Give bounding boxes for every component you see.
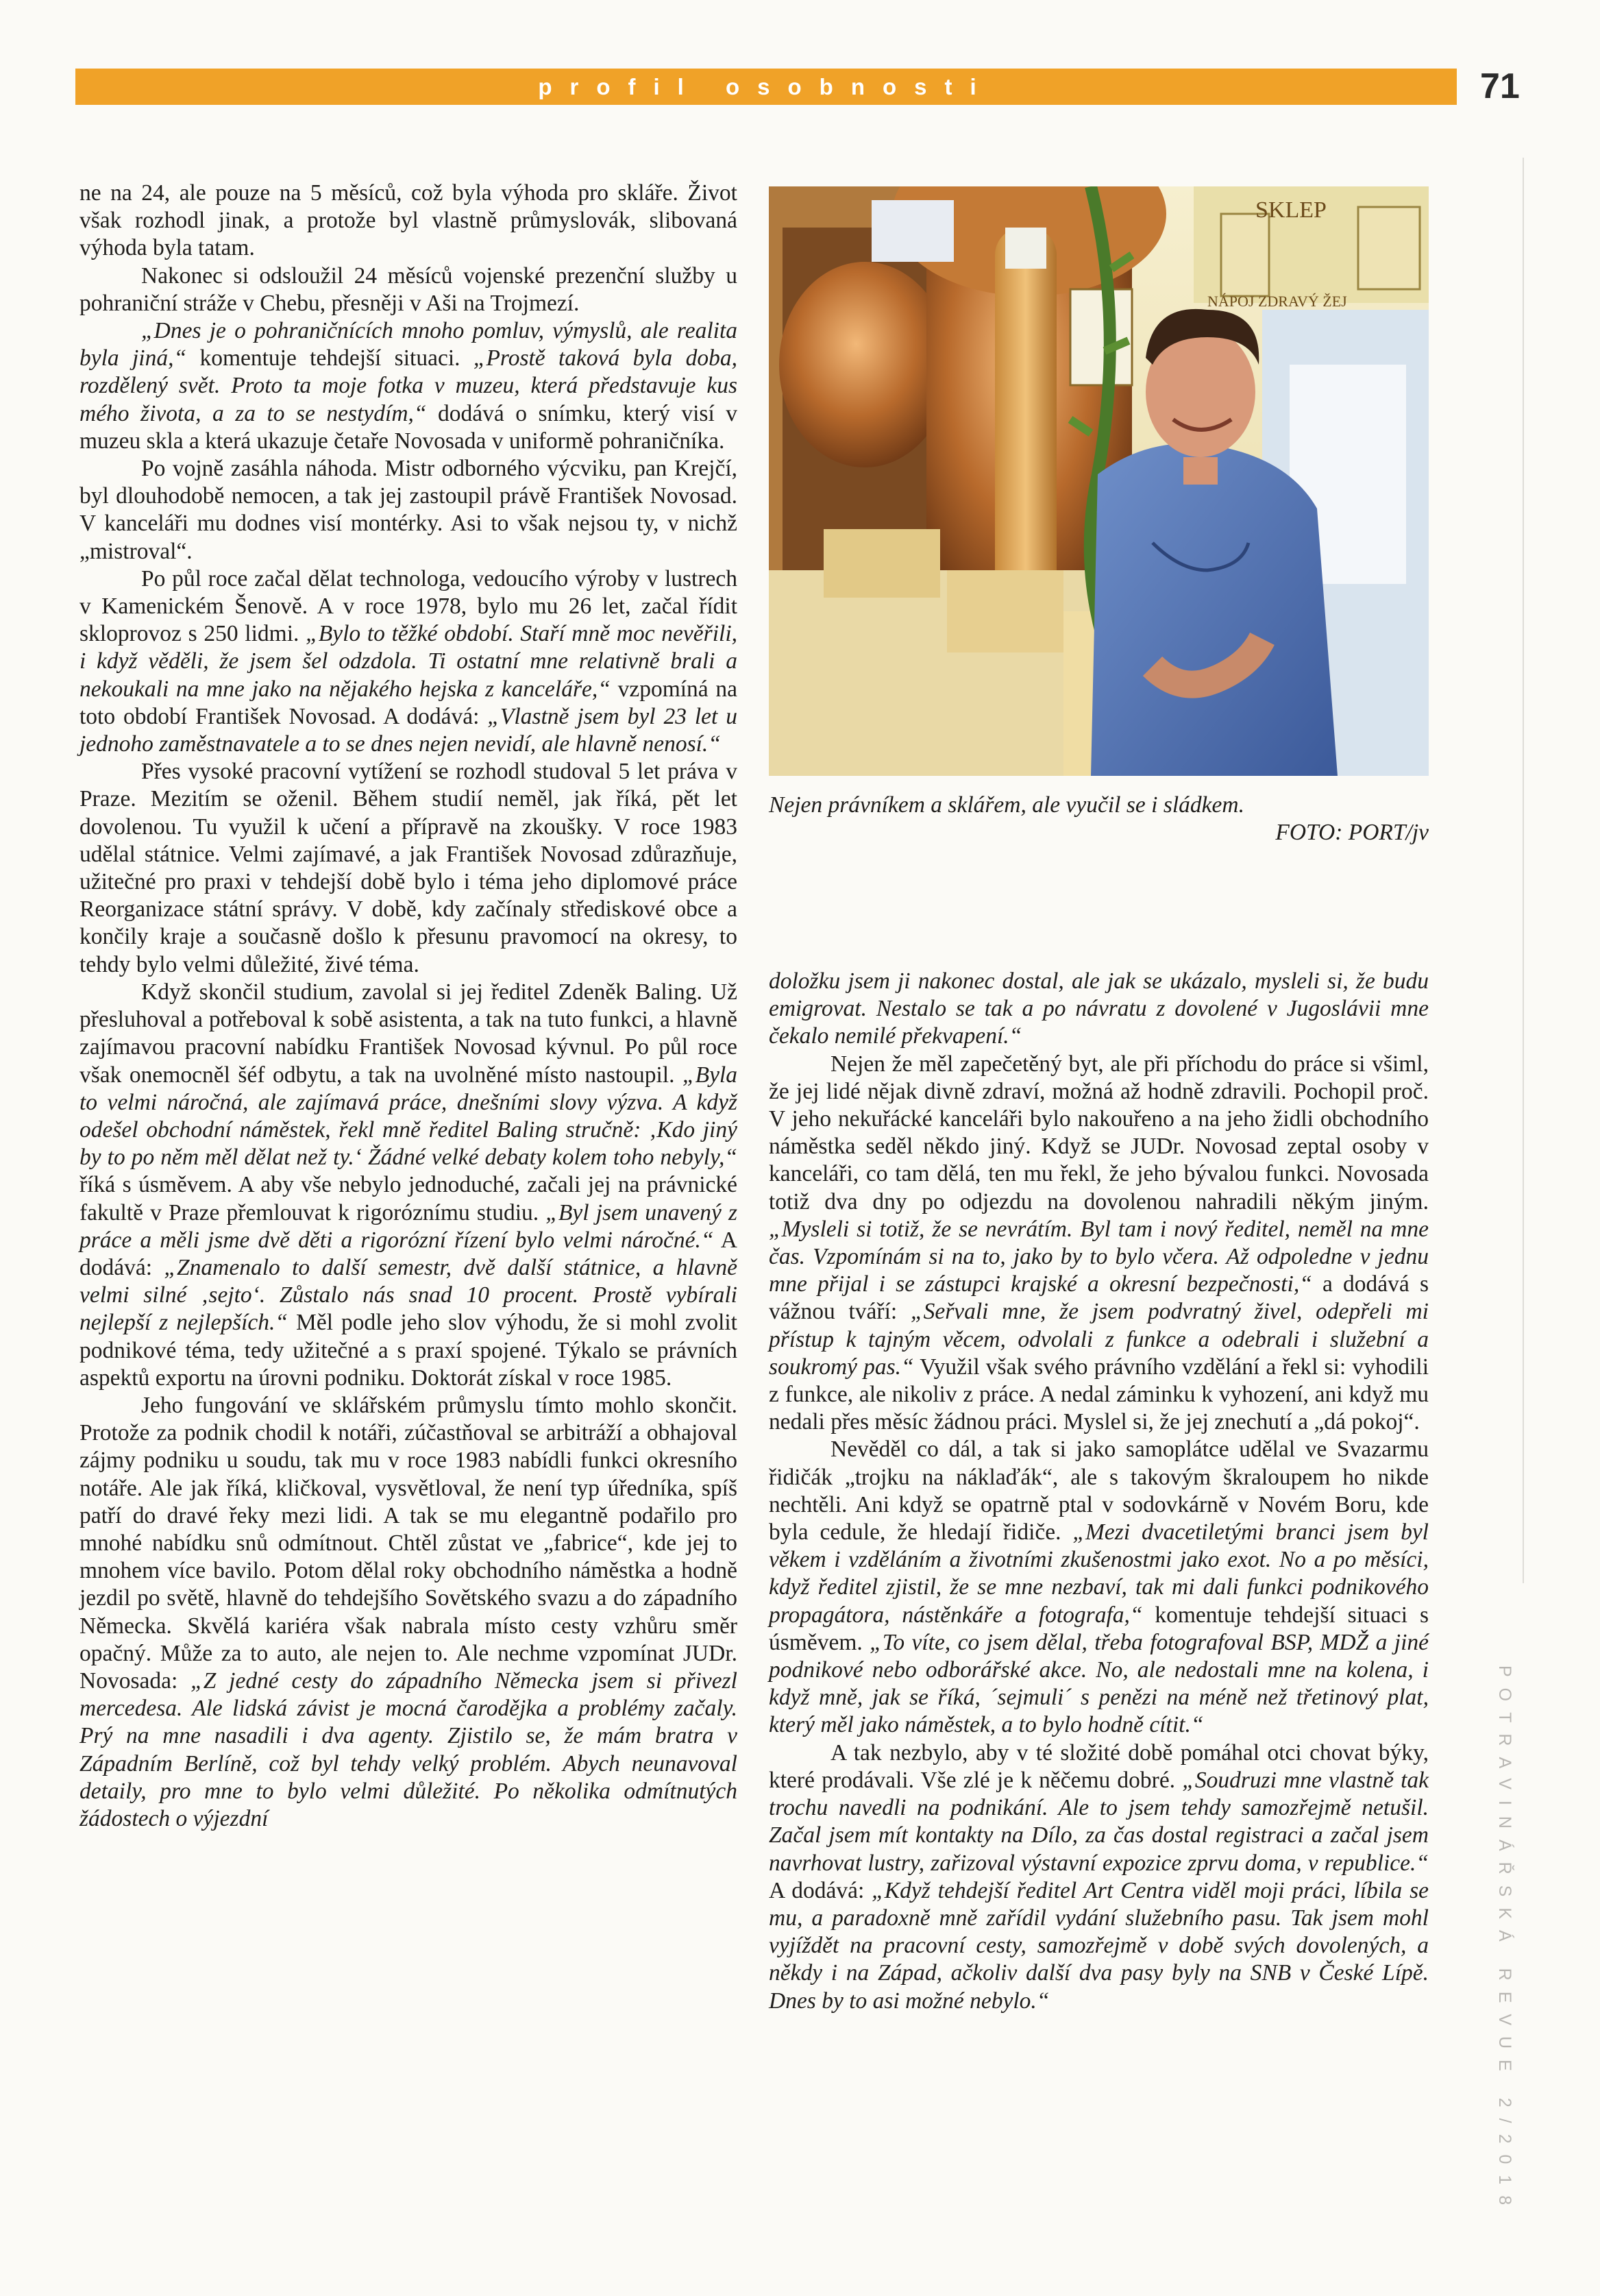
paragraph: Když skončil studium, zavolal si jej ředitel Zdeněk Baling. Už přesluhoval a potřeboval k sobě asistenta, a tak na tuto funkci, a hlavně zajímavou pracovní nabídku František Novosad kývnul. Po půl roce však onemocněl šéf odbytu, a tak na uvolněné místo nastoupil. „Byla to velmi náročná, ale zajímavá práce, dnešními slovy výzva. A když odešel obchodní náměstek, řekl mně ředitel Baling stručně: ‚Kdo jiný by to po něm měl dělat než ty.‘ Žádné velké debaty kolem toho nebyly,“ říká s úsměvem. A aby vše nebylo jednoduché, začali jej na právnické fakultě v Praze přemlouvat k rigoróznímu studiu. „Byl jsem unavený z práce a měli jsme dvě děti a rigorózní řízení bylo velmi náročné.“ A dodává: „Znamenalo to další semestr, dvě další státnice, a hlavně velmi silné ‚sejto‘. Zůstalo nás snad 10 procent. Prostě vybírali nejlepší z nejlepších.“ Měl podle jeho slov výhodu, že si mohl zvolit podnikové téma, tedy užitečné a s praxí spojené. Týkalo se právních aspektů exportu na úrovni podniku. Doktorát získal v roce 1985. bbox=[79, 979, 737, 1391]
journal-name-vertical: POTRAVINÁŘSKÁ REVUE 2/2018 bbox=[1495, 1665, 1514, 2216]
quote: „Znamenalo to další semestr, dvě další státnice, a hlavně velmi silné ‚sejto‘. Zůstalo nás snad 10 procent. Prostě vybírali nejlepší z nejlepších.“ bbox=[79, 1254, 737, 1336]
paragraph: „Dnes je o pohraničnících mnoho pomluv, výmyslů, ale realita byla jiná,“ komentuje tehdejší situaci. „Prostě taková byla doba, rozdělený svět. Proto ta moje fotka v muzeu, která představuje kus mého života, a za to se nestydím,“ dodává o snímku, který visí v muzeu skla a která ukazuje četaře Novosada v uniformě pohraničníka. bbox=[79, 318, 738, 454]
quote: „Dnes je o pohraničnících mnoho pomluv, výmyslů, ale realita byla jiná,“ bbox=[79, 318, 737, 371]
quote: „To víte, co jsem dělal, třeba fotografoval BSP, MDŽ a jiné podnikové nebo odborářské akce. No, ale nedostali mne na kolena, i když mně, jak se říká, ´sejmuli´ s penězi na méně než třetinový plat, který měl jako náměstek, a to bylo hodně cítit.“ bbox=[769, 1629, 1429, 1738]
section-header-bar bbox=[75, 69, 1457, 105]
paragraph: Po půl roce začal dělat technologa, vedoucího výroby v lustrech v Kamenickém Šenově. A v roce 1978, bylo mu 26 let, začal řídit skloprovoz s 250 lidmi. „Bylo to těžké období. Staří mně moc nevěřili, i když věděli, že jsem šel odzdola. Ti ostatní mne relativně brali a nekoukali na mne jako na nějakého hejska z kanceláře,“ vzpomíná na toto období František Novosad. A dodává: „Vlastně jsem byl 23 let u jednoho zaměstnavatele a to se dnes nejen nevidí, ale hlavně nenosí.“ bbox=[79, 565, 737, 757]
quote: „Byl jsem unavený z práce a měli jsme dvě děti a rigorózní řízení bylo velmi náročné.“ bbox=[79, 1199, 737, 1253]
quote: „Vlastně jsem byl 23 let u jednoho zaměstnavatele a to se dnes nejen nevidí, ale hlavně nenosí.“ bbox=[79, 703, 737, 757]
paragraph: Nakonec si odsloužil 24 měsíců vojenské prezenční služby u pohraniční stráže v Chebu, přesněji v Aši na Trojmezí. bbox=[79, 262, 737, 316]
quote: „Mysleli si totiž, že se nevrátím. Byl tam i nový ředitel, neměl na mne čas. Vzpomínám si na to, jako by to bylo včera. Až odpoledne v jednu mne přijal i se zástupci krajské a okresní bezpečnosti,“ bbox=[769, 1216, 1429, 1297]
caption-text: Nejen právníkem a sklářem, ale vyučil se i sládkem. bbox=[769, 792, 1244, 818]
quote: „Bylo to těžké období. Staří mně moc nevěřili, i když věděli, že jsem šel odzdola. Ti ostatní mne relativně brali a nekoukali na mne jako na nějakého hejska z kanceláře,“ bbox=[79, 621, 737, 702]
quote: „Byla to velmi náročná, ale zajímavá práce, dnešními slovy výzva. A když odešel obchodní náměstek, řekl mně ředitel Baling stručně: ‚Kdo jiný by to po něm měl dělat než ty.‘ Žádné velké debaty kolem toho nebyly,“ bbox=[79, 1062, 737, 1171]
quote: „Když tehdejší ředitel Art Centra viděl moji práci, líbila se mu, a paradoxně mně zařídil vydání služebního pasu. Tak jsem mohl vyjíždět na pracovní cesty, samozřejmě v době svých dovolených, a někdy i na Západ, ačkoliv další dva pasy byly na SNB v České Lípě. Dnes by to asi možné nebylo.“ bbox=[769, 1877, 1429, 2014]
article-left-column bbox=[79, 180, 737, 1833]
sign-text: SKLEP bbox=[1255, 197, 1327, 223]
paragraph: Nejen že měl zapečetěný byt, ale při příchodu do práce si všiml, že jej lidé nějak divně zdraví, možná až hodně zdravili. Pochopil proč. V jeho nekuřácké kanceláři bylo nakouřeno a na jeho židli obchodního náměstka seděl někdo jiný. Když se JUDr. Novosad zeptal osoby v kanceláři, co tam dělá, ten mu řekl, že jeho bývalou funkci. Novosada totiž dva dny po odjezdu na dovolenou nahradili někým jiným. „Mysleli si totiž, že se nevrátím. Byl tam i nový ředitel, neměl na mne čas. Vzpomínám si na to, jako by to bylo včera. Až odpoledne v jednu mne přijal i se zástupci krajské a okresní bezpečnosti,“ a dodává s vážnou tváří: „Seřvali mne, že jsem podvratný živel, odepřeli mi přístup k tajným věcem, odvolali z funkce a odebrali i služební a soukromý pas.“ Využil však svého právního vzdělání a řekl si: vyhodili z funkce, ale nikoliv z práce. A nedal záminku k vyhození, ani když mu nedali přes měsíc žádnou práci. Myslel si, že jej znechutí a „dá pokoj“. bbox=[769, 1051, 1429, 1435]
paragraph: A tak nezbylo, aby v té složité době pomáhal otci chovat býky, které prodávali. Vše zlé je k něčemu dobré. „Soudruzi mne vlastně tak trochu navedli na podnikání. Ale to jsem tehdy samozřejmě netušil. Začal jsem mít kontakty na Dílo, za čas dostal registraci a začal jsem navrhovat lustry, zařizoval výstavní expozice zprvu doma, v republice.“ A dodává: „Když tehdejší ředitel Art Centra viděl moji práci, líbila se mu, a paradoxně mně zařídil vydání služebního pasu. Tak jsem mohl vyjíždět na pracovní cesty, samozřejmě v době svých dovolených, a někdy i na Západ, ačkoliv další dva pasy byly na SNB v České Lípě. Dnes by to asi možné nebylo.“ bbox=[769, 1739, 1429, 2014]
article-photo bbox=[769, 186, 1429, 776]
paragraph: Přes vysoké pracovní vytížení se rozhodl studoval 5 let práva v Praze. Mezitím se oženil. Během studií neměl, jak říká, pět let dovolenou. Tu využil k učení a přípravě na zkoušky. V roce 1983 udělal státnice. Velmi zajímavé, a jak František Novosad zdůrazňuje, užitečné pro praxi v tehdejší době bylo i téma jeho diplomové práce Reorganizace státní správy. V době, kdy začínaly střediskové obce a končily kraje a současně došlo k přesunu pravomocí na okresy, to tehdy bylo velmi důležité, živé téma. bbox=[79, 759, 737, 977]
paragraph bbox=[769, 968, 1429, 1051]
photo-credit: FOTO: PORT/jv bbox=[1275, 820, 1429, 846]
paragraph: Nevěděl co dál, a tak si jako samoplátce udělal ve Svazarmu řidičák „trojku na náklaďák“, ale s takovým škraloupem ho nikde nechtěli. Ani když se opatrně ptal v sodovkárně v Novém Boru, kde byla cedule, že hledají řidiče. „Mezi dvacetiletými branci jsem byl věkem i vzděláním a životními zkušenostmi jako exot. No a po měsíci, když ředitel zjistil, že se mne nezbaví, tak mi dali funkci podnikového propagátora, nástěnkáře a fotografa,“ komentuje tehdejší situaci s úsměvem. „To víte, co jsem dělal, třeba fotografoval BSP, MDŽ a jiné podnikové nebo odborářské akce. No, ale nedostali mne na kolena, i když mně, jak se říká, ´sejmuli´ s penězi na méně než třetinový plat, který měl jako náměstek, a to bylo hodně cítit.“ bbox=[769, 1437, 1429, 1738]
side-rule bbox=[1523, 158, 1524, 1583]
quote: „Mezi dvacetiletými branci jsem byl věkem i vzděláním a životními zkušenostmi jako exot. No a po měsíci, když ředitel zjistil, že se mne nezbaví, tak mi dali funkci podnikového propagátora, nástěnkáře a fotografa,“ bbox=[769, 1519, 1429, 1628]
quote: „Z jedné cesty do západního Německa jsem si přivezl mercedesa. Ale lidská závist je mocná čarodějka a problémy začaly. Prý na mne nasadili i dva agenty. Zjistilo se, že mám bratra v Západním Berlíně, což byl tehdy velký problém. Abych neunavoval detaily, pro mne to bylo velmi důležité. Po několika odmítnutých žádostech o výjezdní bbox=[79, 1668, 737, 1831]
quote: „Seřvali mne, že jsem podvratný živel, odepřeli mi přístup k tajným věcem, odvolali z funkce a odebrali i služební a soukromý pas.“ bbox=[769, 1299, 1429, 1380]
section-title: profil osobnosti bbox=[538, 74, 994, 99]
quote: „Soudruzi mne vlastně tak trochu navedli na podnikání. Ale to jsem tehdy samozřejmě netušil. Začal jsem mít kontakty na Dílo, za čas dostal registraci a začal jsem navrhovat lustry, zařizoval výstavní expozice zprvu doma, v republice.“ bbox=[769, 1767, 1429, 1876]
sign-text: NÁPOJ ZDRAVÝ ŽEJ bbox=[1207, 293, 1347, 310]
photo-caption bbox=[769, 792, 1429, 846]
quote: doložku jsem ji nakonec dostal, ale jak se ukázalo, mysleli si, že budu emigrovat. Nestalo se tak a po návratu z dovolené v Jugoslávii mne čekalo nemilé překvapení.“ bbox=[769, 968, 1429, 1049]
paragraph: Po vojně zasáhla náhoda. Mistr odborného výcviku, pan Krejčí, byl dlouhodobě nemocen, a tak jej zastoupil právě František Novosad. V kanceláři mu dodnes visí montérky. Asi to však nejsou ty, v nichž „mistroval“. bbox=[79, 456, 737, 564]
quote: „Prostě taková byla doba, rozdělený svět. Proto ta moje fotka v muzeu, která představuje kus mého života, a za to se nestydím,“ bbox=[79, 345, 737, 426]
paragraph: ne na 24, ale pouze na 5 měsíců, což byla výhoda pro skláře. Život však rozhodl jinak, a protože byl vlastně průmyslovák, slibovaná výhoda byla tatam. bbox=[79, 180, 737, 261]
page-number: 71 bbox=[1480, 66, 1520, 106]
paragraph: Jeho fungování ve sklářském průmyslu tímto mohlo skončit. Protože za podnik chodil k notáři, zúčastňoval se arbitráží a obhajoval zájmy podniku u soudu, tak mu v roce 1983 nabídli funkci okresního notáře. Ale jak říká, kličkoval, vysvětloval, že není typ úředníka, spíš patří do dravé řeky mezi lidi. A tak se mu elegantně podařilo pro mnohé nabídku snů odmítnout. Chtěl zůstat ve „fabrice“, kde jej to mnohem více bavilo. Potom dělal roky obchodního náměstka a hodně jezdil po světě, hlavně do tehdejšího Sovětského svazu a do západního Německa. Skvělá kariéra však nabrala místo cesty vzhůru směr opačný. Může za to auto, ale nejen to. Ale nechme vzpomínat JUDr. Novosada: „Z jedné cesty do západního Německa jsem si přivezl mercedesa. Ale lidská závist je mocná čarodějka a problémy začaly. Prý na mne nasadili i dva agenty. Zjistilo se, že mám bratra v Západním Berlíně, což byl tehdy velký problém. Abych neunavoval detaily, pro mne to bylo velmi důležité. Po několika odmítnutých žádostech o výjezdní bbox=[79, 1392, 737, 1831]
brewery-photo-illustration bbox=[769, 186, 1429, 776]
article-right-column bbox=[769, 968, 1429, 2015]
